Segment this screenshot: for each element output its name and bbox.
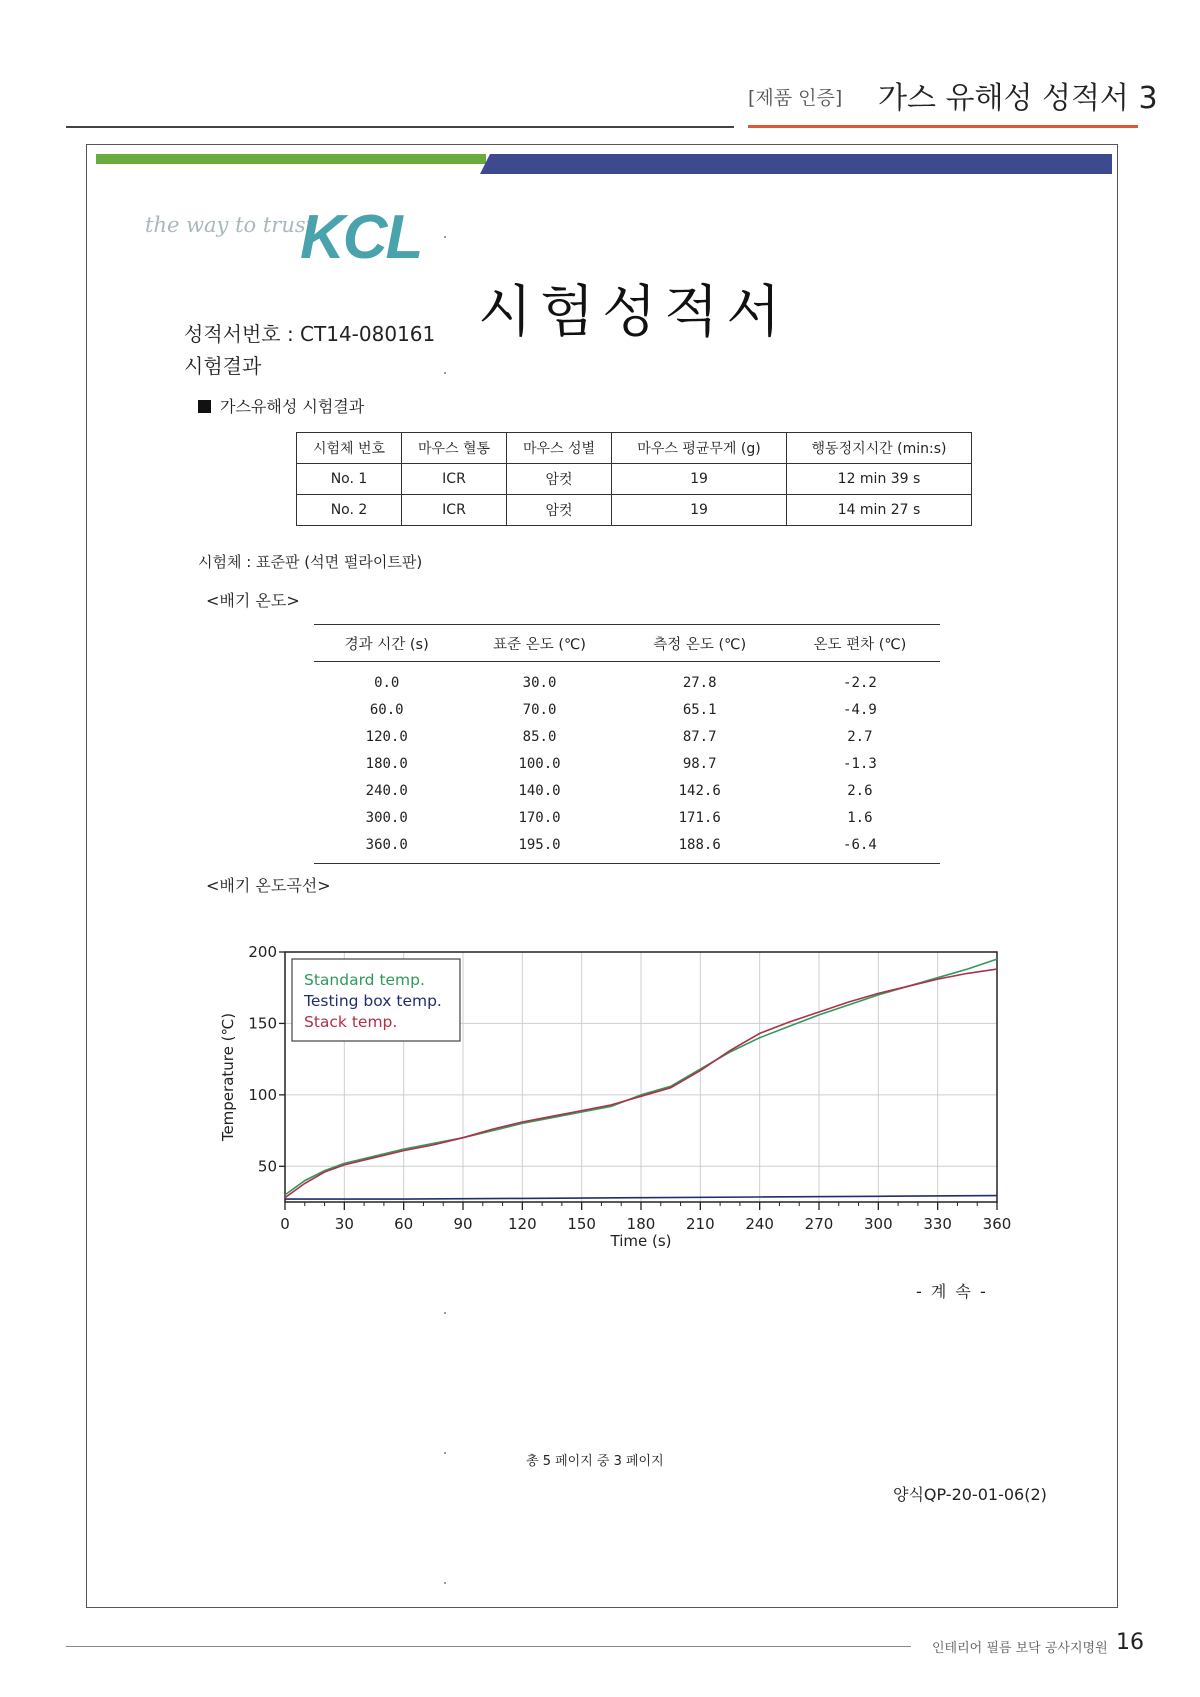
table-cell: 100.0 xyxy=(518,755,561,772)
table-cell: 120.0 xyxy=(365,728,408,745)
table-header-cell: 마우스 성별 xyxy=(507,433,612,464)
table-cell: -1.3 xyxy=(843,755,877,772)
table-cell: 암컷 xyxy=(507,495,612,526)
table-cell: 30.0 xyxy=(522,674,557,691)
exhaust-temp-heading: <배기 온도> xyxy=(206,591,300,610)
table-cell: 14 min 27 s xyxy=(787,495,972,526)
table-cell: 140.0 xyxy=(518,782,561,799)
table-cell: No. 1 xyxy=(297,464,402,495)
exhaust-temp-table xyxy=(314,624,940,864)
table-header-cell: 측정 온도 (℃) xyxy=(620,625,780,662)
table-cell: 암컷 xyxy=(507,464,612,495)
x-tick-label: 30 xyxy=(334,1215,354,1233)
y-tick-label: 50 xyxy=(257,1157,277,1176)
header-accent-rule xyxy=(748,125,1138,128)
footer-rule xyxy=(66,1646,911,1647)
y-axis-label: Temperature (℃) xyxy=(219,1012,237,1142)
legend-entry: Stack temp. xyxy=(304,1013,398,1031)
table-cell: 70.0 xyxy=(522,701,557,718)
table-cell: 171.6 xyxy=(678,809,721,826)
table-header-cell: 마우스 평균무게 (g) xyxy=(612,433,787,464)
table-cell: 12 min 39 s xyxy=(787,464,972,495)
continued-label: - 계 속 - xyxy=(916,1282,988,1301)
table-header-cell: 경과 시간 (s) xyxy=(314,625,459,662)
table-cell: 1.6 xyxy=(847,809,873,826)
table-cell: 170.0 xyxy=(518,809,561,826)
table-cell: 2.7 xyxy=(847,728,873,745)
table-cell: 300.0 xyxy=(365,809,408,826)
x-tick-label: 210 xyxy=(686,1215,715,1233)
document-title: 시험성적서 xyxy=(478,280,789,345)
scan-dot xyxy=(444,1452,446,1454)
scan-dot xyxy=(444,372,446,374)
x-tick-label: 180 xyxy=(626,1215,656,1233)
table-cell: ICR xyxy=(402,464,507,495)
table-cell: 0.0 xyxy=(374,674,400,691)
top-band-blue xyxy=(480,154,1112,174)
exhaust-temp-chart xyxy=(205,932,1025,1262)
chart-legend xyxy=(292,959,460,1041)
x-tick-label: 120 xyxy=(508,1215,537,1233)
x-tick-label: 0 xyxy=(280,1215,290,1233)
table-row xyxy=(314,696,940,723)
x-tick-label: 300 xyxy=(864,1215,893,1233)
table-row xyxy=(297,464,972,495)
header-category: [제품 인증] xyxy=(748,87,843,109)
table-row xyxy=(297,495,972,526)
header-title: 가스 유해성 성적서 3 xyxy=(878,81,1158,116)
table-cell: 240.0 xyxy=(365,782,408,799)
mouse-result-table xyxy=(296,432,972,526)
x-tick-label: 270 xyxy=(804,1215,834,1233)
footer-page-number: 16 xyxy=(1116,1630,1144,1655)
x-tick-label: 150 xyxy=(567,1215,596,1233)
legend-entry: Standard temp. xyxy=(304,971,425,989)
table-cell: 27.8 xyxy=(682,674,717,691)
table-cell: 195.0 xyxy=(459,831,619,864)
scan-dot xyxy=(444,1312,446,1314)
table-cell: 142.6 xyxy=(678,782,721,799)
table-cell: 19 xyxy=(612,464,787,495)
exhaust-curve-heading: <배기 온도곡선> xyxy=(206,876,331,895)
logo-slogan: the way to trust xyxy=(145,213,315,237)
table-cell: 85.0 xyxy=(522,728,557,745)
table-cell: 87.7 xyxy=(682,728,717,745)
legend-entry: Testing box temp. xyxy=(304,992,442,1010)
x-tick-label: 360 xyxy=(982,1215,1012,1233)
table-row xyxy=(314,831,940,864)
page-count-label: 총 5 페이지 중 3 페이지 xyxy=(526,1454,664,1469)
x-tick-label: 240 xyxy=(745,1215,774,1233)
y-tick-label: 150 xyxy=(248,1014,277,1033)
scan-dot xyxy=(444,236,446,238)
table-header-row xyxy=(314,625,940,662)
gas-result-heading-text: 가스유해성 시험결과 xyxy=(220,397,365,416)
scan-dot xyxy=(444,1582,446,1584)
table-cell: 60.0 xyxy=(369,701,404,718)
footer-text: 인테리어 필름 보닥 공사지명원 xyxy=(932,1641,1108,1656)
table-cell: -4.9 xyxy=(843,701,877,718)
table-header-row xyxy=(297,433,972,464)
x-axis-label: Time (s) xyxy=(610,1232,672,1250)
table-cell: 188.6 xyxy=(620,831,780,864)
table-cell: 2.6 xyxy=(847,782,873,799)
square-bullet-icon xyxy=(198,400,211,413)
table-cell: 65.1 xyxy=(682,701,717,718)
table-cell: 360.0 xyxy=(314,831,459,864)
table-cell: -2.2 xyxy=(843,674,877,691)
y-tick-label: 100 xyxy=(248,1085,277,1104)
form-number: 양식QP-20-01-06(2) xyxy=(893,1485,1047,1504)
table-cell: 180.0 xyxy=(365,755,408,772)
table-row xyxy=(314,750,940,777)
x-tick-label: 60 xyxy=(394,1215,414,1233)
kcl-logo: KCL xyxy=(300,203,422,272)
table-cell: ICR xyxy=(402,495,507,526)
table-cell: -6.4 xyxy=(780,831,940,864)
table-row xyxy=(314,777,940,804)
header-rule xyxy=(66,126,734,128)
gas-result-heading xyxy=(198,394,364,417)
table-cell: 19 xyxy=(612,495,787,526)
table-header-cell: 시험체 번호 xyxy=(297,433,402,464)
table-row xyxy=(314,662,940,697)
table-header-cell: 마우스 혈통 xyxy=(402,433,507,464)
table-header-cell: 행동정지시간 (min:s) xyxy=(787,433,972,464)
result-heading: 시험결과 xyxy=(184,354,262,378)
certificate-number: 성적서번호 : CT14-080161 xyxy=(184,322,436,346)
specimen-label: 시험체 : 표준판 (석면 펄라이트판) xyxy=(198,553,423,571)
table-row xyxy=(314,804,940,831)
x-tick-label: 90 xyxy=(453,1215,473,1233)
top-band-green xyxy=(96,154,486,164)
x-tick-label: 330 xyxy=(923,1215,952,1233)
table-cell: 98.7 xyxy=(682,755,717,772)
table-header-cell: 온도 편차 (℃) xyxy=(780,625,940,662)
table-row xyxy=(314,723,940,750)
table-cell: No. 2 xyxy=(297,495,402,526)
table-header-cell: 표준 온도 (℃) xyxy=(459,625,619,662)
y-tick-label: 200 xyxy=(248,943,277,961)
